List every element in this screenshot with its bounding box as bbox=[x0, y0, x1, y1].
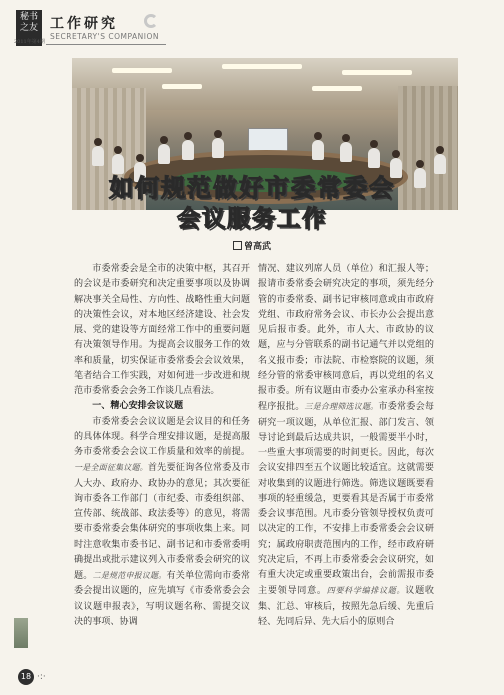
left-column bbox=[74, 262, 250, 630]
keyword-phrase: 二是规范申报议题。 bbox=[92, 571, 167, 580]
ceiling-light bbox=[342, 70, 412, 75]
article-title-line1: 如何规范做好市委常委会 bbox=[109, 174, 395, 202]
ceiling-light bbox=[112, 68, 172, 73]
page-number-ornament: ·:· bbox=[37, 672, 46, 682]
body-paragraph bbox=[74, 415, 250, 631]
paragraph-text: 有关单位需向市委常委会提出议题的，应先填写《市委常委会会议议题申报表》，写明议题名称、需提交议决的事项、协调 bbox=[74, 571, 250, 627]
swirl-icon bbox=[144, 14, 158, 28]
logo-line1: 秘书 bbox=[19, 12, 38, 22]
ceiling-light bbox=[222, 64, 302, 69]
logo-line2: 之友 bbox=[19, 23, 38, 33]
attendee bbox=[312, 140, 324, 160]
paragraph-text: 议题收集、汇总、审核后，按照先急后缓、先重后轻、先同后异、先大后小的原则合 bbox=[258, 586, 434, 627]
intro-paragraph: 市委常委会是全市的决策中枢，其召开的会议是市委研究和决定重要事项以及协调解决事关全局性、方向性、战略性重大问题的决策性会议，对本地区经济建设、社会发展、党的建设等方面经常工作中的重要问题有决策领导作用。为提高会议服务工作的效率和质量，切实保证市委常委会会议效果，笔者结合工作实践，对如何进一步改进和规范市委常委会会务工作谈几点看法。 bbox=[74, 264, 250, 396]
attendee bbox=[92, 146, 104, 166]
author-box-icon bbox=[233, 241, 242, 250]
page-header bbox=[0, 0, 504, 58]
attendee bbox=[182, 140, 194, 160]
article-title-line2: 会议服务工作 bbox=[177, 206, 327, 232]
body-paragraph bbox=[258, 262, 434, 630]
header-divider bbox=[46, 44, 166, 45]
paragraph-text: 情况、建议列席人员（单位）和汇报人等；报请市委常委会研究决定的事项，须先经分管的市委常委、副书记审核同意或由市政府党组、市政府常务会议、市长办公会提出意见后报市委。此外，市人大、市政协的议题，应与分管联系的副书记通气并以党组的名义报市委；市法院、市检察院的议题，须经分管的常委审核同意后，再以党组的名义报市委。所有议题由市委办公室承办科室按程序报批。 bbox=[258, 264, 434, 413]
paragraph-text: 市委常委会会议议题是会议目的和任务的具体体现。科学合理安排议题，是提高服务市委常委会会议工作质量和效率的前提。 bbox=[74, 416, 250, 457]
section-heading: 一、精心安排会议议题 bbox=[92, 401, 184, 412]
section-title: 工作研究 bbox=[50, 16, 118, 32]
author-byline bbox=[0, 239, 504, 252]
attendee bbox=[368, 148, 380, 168]
author-name: 曾高武 bbox=[243, 242, 271, 252]
ceiling-light bbox=[312, 86, 362, 91]
paragraph-text: 首先要征询各位常委及市人大办、政府办、政协办的意见；其次要征询市委各工作部门（市纪委、市委组织部、宣传部、统战部、政法委等）的意见，将需要市委常委会集体研究的事项收集上来。同时注意收集市委书记、副书记和市委常委明确提出或批示建议列入市委常委会研究的议题。 bbox=[74, 463, 250, 581]
right-column bbox=[258, 262, 434, 630]
paragraph-text: 市委常委会每研究一项议题，从单位汇报、部门发言、领导讨论到最后达成共识，一般需要半小时，一些重大事项需要的时间更长。因此，每次会议安排四至五个议题比较适宜。这就需要对收集到的议题进行筛选。筛选议题既要看事项的轻重缓急，更要看其是否属于市委常委会议事范围。凡市委分管领导授权负责可以决定的工作，不安排上市委常委会会议研究；属政府职责范围内的工作，经市政府研究决定后，不再上市委常委会会议研究，如有重大决定或重要政策出台，会前需报市委主要领导同意。 bbox=[258, 402, 434, 597]
ceiling-light bbox=[162, 84, 202, 89]
logo-year: 2011年第4期 bbox=[14, 39, 45, 45]
section-subtitle: SECRETARY'S COMPANION bbox=[50, 32, 159, 41]
keyword-phrase: 一是全面征集议题。 bbox=[74, 463, 148, 473]
attendee bbox=[340, 142, 352, 162]
page-number: 18 bbox=[18, 669, 34, 685]
attendee bbox=[212, 138, 224, 158]
keyword-phrase: 四要科学编排议题。 bbox=[326, 586, 406, 596]
margin-decoration bbox=[14, 618, 28, 648]
attendee bbox=[158, 144, 170, 164]
keyword-phrase: 三是合理筛选议题。 bbox=[304, 402, 379, 412]
